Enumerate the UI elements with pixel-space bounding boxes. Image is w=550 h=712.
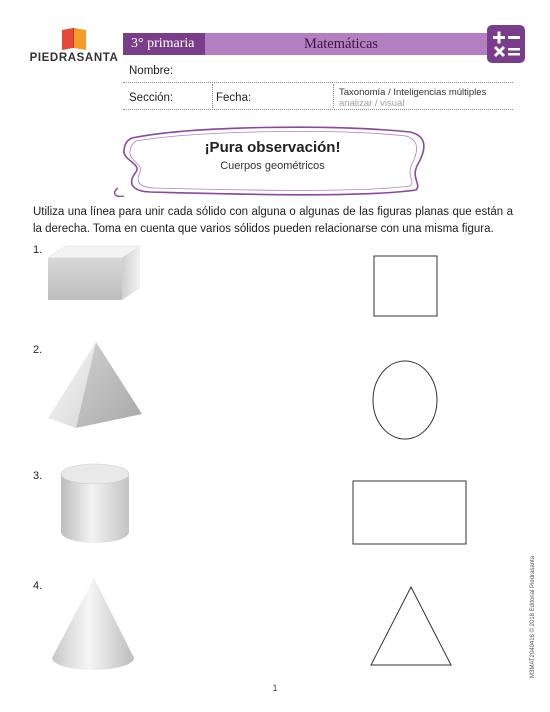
publisher-logo <box>26 26 122 70</box>
circle-figure <box>371 360 439 442</box>
square-figure <box>373 255 439 317</box>
item-number: 3. <box>33 470 43 482</box>
prism-solid <box>44 244 144 304</box>
copyright-text: M3MAT2040416 © 2018 Editorial Piedrasanta <box>530 555 536 678</box>
date-label: Fecha: <box>216 92 252 104</box>
grade-label: 3° primaria <box>123 33 205 55</box>
date-divider <box>333 84 334 108</box>
side-copyright <box>523 548 537 678</box>
item-number: 4. <box>33 580 43 592</box>
instructions-text: Utiliza una línea para unir cada sólido con alguna o algunas de las figuras planas que están a la derecha. Toma en cuenta que varios sólidos pueden relacionarse con una misma figura. <box>33 206 513 235</box>
page-number: 1 <box>272 683 278 693</box>
book-logo-icon <box>26 26 122 52</box>
pyramid-solid <box>46 340 144 430</box>
rectangle-figure <box>352 480 468 546</box>
section-divider <box>212 84 213 108</box>
page-subtitle: Cuerpos geométricos <box>220 160 325 172</box>
name-label: Nombre: <box>129 65 174 77</box>
subject-text: Matemáticas <box>303 36 379 52</box>
item-number: 1. <box>33 244 43 256</box>
triangle-figure <box>369 585 453 667</box>
publisher-name: PIEDRASANTA <box>29 52 119 64</box>
taxonomy-subtitle: analizar / visual <box>339 98 405 109</box>
taxonomy-title: Taxonomía / Inteligencias múltiples <box>339 87 487 98</box>
page-title: ¡Pura observación! <box>204 139 341 156</box>
cone-solid <box>50 576 136 672</box>
subject-title <box>205 33 493 55</box>
math-operations-icon <box>487 25 525 63</box>
section-line <box>123 109 513 110</box>
cylinder-solid <box>57 462 133 546</box>
item-number: 2. <box>33 344 43 356</box>
name-line <box>123 82 513 83</box>
section-label: Sección: <box>129 92 174 104</box>
